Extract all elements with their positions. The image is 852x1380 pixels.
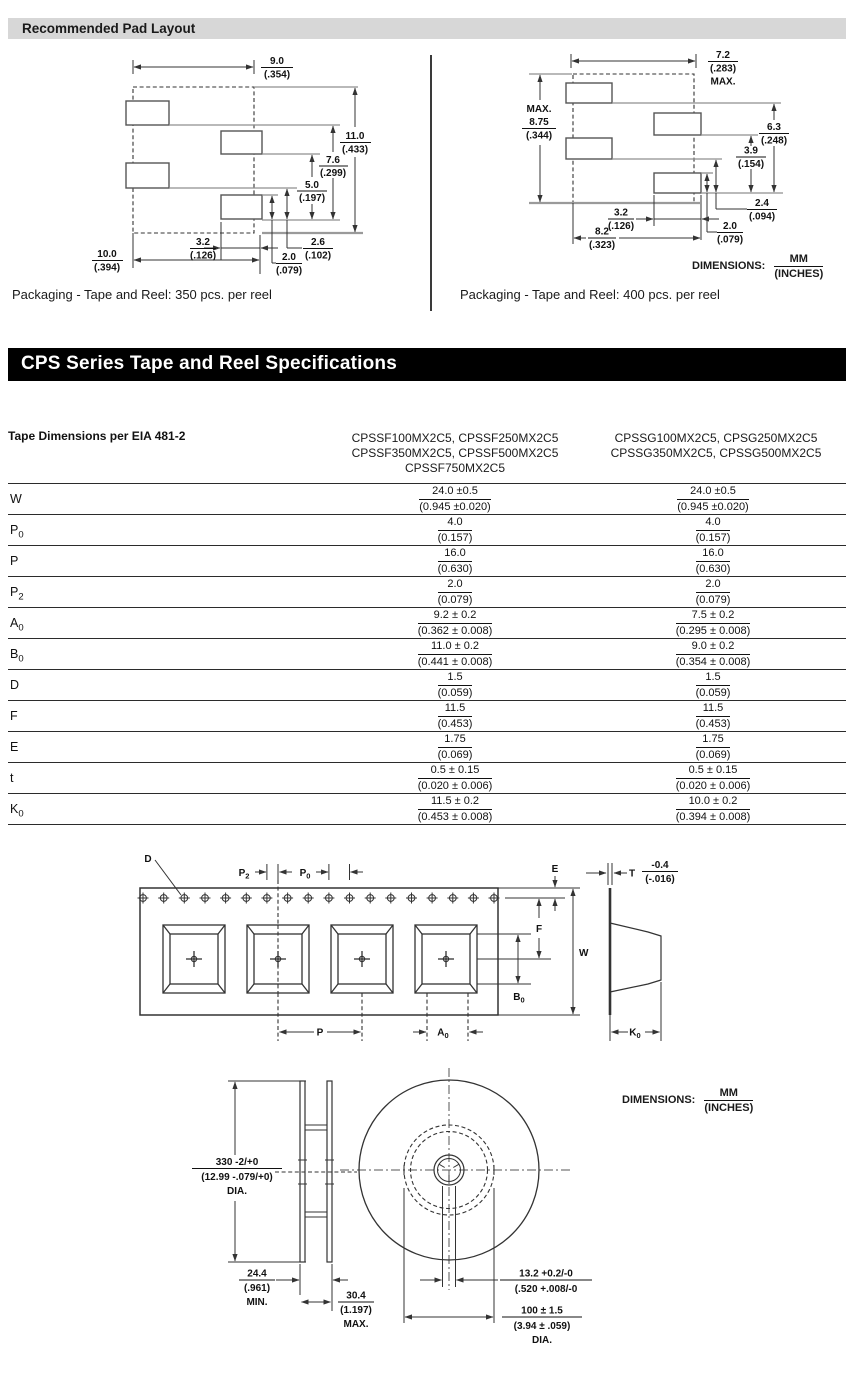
value-cell: $\frac{4.0}{(0.157)}$ (695, 516, 731, 544)
value-cell: $\frac{11.5}{(0.453)}$ (437, 702, 473, 730)
tape-drawing (115, 845, 690, 1060)
dim-labels (192, 1157, 592, 1346)
svg-text:7.6: 7.6 (326, 155, 340, 166)
svg-text:(.344): (.344) (525, 130, 553, 142)
caption-right: Packaging - Tape and Reel: 400 pcs. per reel (460, 287, 720, 302)
value-cell: $\frac{11.5}{(0.453)}$ (695, 702, 731, 730)
svg-text:MAX.: MAX. (710, 76, 736, 88)
param-cell: t (10, 771, 14, 785)
svg-text:100 ± 1.5: 100 ± 1.5 (521, 1305, 563, 1317)
svg-text:MIN.: MIN. (246, 1297, 268, 1308)
label-a0: $A_0$ (437, 1027, 449, 1040)
svg-text:(.299): (.299) (319, 168, 347, 179)
label-d: D (144, 854, 152, 865)
pad-layout-left-diagram (90, 52, 380, 292)
sprocket-holes (138, 893, 500, 904)
section-header-bar (8, 18, 846, 39)
svg-text:(.094): (.094) (748, 211, 776, 223)
value-cell: $\frac{16.0}{(0.630)}$ (437, 547, 473, 575)
value-cell: $\frac{10.0 \pm 0.2}{(0.394 \pm 0.008)}$ (675, 795, 751, 823)
svg-text:10.0: 10.0 (97, 249, 117, 260)
value-cell: $\frac{1.5}{(0.059)}$ (695, 671, 731, 699)
label-e: E (551, 864, 559, 875)
svg-text:(.126): (.126) (607, 221, 635, 232)
svg-text:-0.4: -0.4 (651, 860, 669, 871)
dim-top-width-mm: 9.0 (270, 56, 284, 67)
svg-text:(.961): (.961) (243, 1283, 271, 1294)
dimensions-label: DIMENSIONS: (692, 260, 766, 272)
caption-left: Packaging - Tape and Reel: 350 pcs. per reel (12, 287, 272, 302)
value-cell: $\frac{1.5}{(0.059)}$ (437, 671, 473, 699)
svg-text:MAX.: MAX. (343, 1319, 369, 1330)
svg-text:(.079): (.079) (716, 234, 744, 246)
svg-text:11.0: 11.0 (345, 131, 365, 142)
svg-text:330 -2/+0: 330 -2/+0 (215, 1157, 259, 1168)
dim-top-width-in: (.354) (263, 69, 291, 81)
svg-text:(.126): (.126) (189, 250, 217, 262)
dimensions-units: $\frac{MM}{\text{(INCHES)}}$ (774, 253, 824, 280)
value-cell: $\frac{2.0}{(0.079)}$ (437, 578, 473, 606)
svg-text:6.3: 6.3 (767, 122, 781, 133)
table-row (8, 669, 846, 700)
svg-text:2.4: 2.4 (755, 198, 769, 209)
dimensions-units: $\frac{MM}{\text{(INCHES)}}$ (704, 1087, 754, 1114)
svg-text:(.154): (.154) (737, 159, 765, 170)
svg-text:(1.197): (1.197) (340, 1305, 372, 1316)
reel-drawing (180, 1065, 660, 1355)
dimensions-label: DIMENSIONS: (622, 1094, 696, 1106)
svg-text:(.079): (.079) (275, 265, 303, 277)
svg-text:13.2 +0.2/-0: 13.2 +0.2/-0 (519, 1268, 573, 1280)
value-cell: $\frac{1.75}{(0.069)}$ (437, 733, 473, 761)
svg-text:MAX.: MAX. (526, 104, 552, 115)
table-col1-header: CPSSF100MX2C5, CPSSF250MX2C5 CPSSF350MX2C5, CPSSF500MX2C5 CPSSF750MX2C5 (351, 431, 559, 475)
svg-text:8.75: 8.75 (529, 117, 549, 128)
section2-title: CPS Series Tape and Reel Specifications (21, 353, 397, 374)
table-row (8, 483, 846, 514)
value-cell: $\frac{0.5 \pm 0.15}{(0.020 \pm 0.006)}$ (675, 764, 751, 792)
svg-text:DIA.: DIA. (227, 1186, 247, 1197)
svg-text:(.394): (.394) (93, 262, 121, 274)
table-caption: Tape Dimensions per EIA 481-2 (8, 429, 186, 443)
svg-text:7.2: 7.2 (716, 50, 730, 61)
value-cell: $\frac{11.5 \pm 0.2}{(0.453 \pm 0.008)}$ (417, 795, 493, 823)
table-row (8, 731, 846, 762)
param-cell: F (10, 709, 18, 723)
param-cell: D (10, 678, 20, 692)
param-cell: $A_0$ (10, 616, 24, 634)
label-w: W (579, 948, 589, 959)
section2-banner (8, 348, 846, 381)
svg-text:DIA.: DIA. (532, 1335, 552, 1346)
param-cell: $P_0$ (10, 523, 24, 541)
table-row (8, 638, 846, 669)
value-cell: $\frac{2.0}{(0.079)}$ (695, 578, 731, 606)
svg-text:(.283): (.283) (709, 63, 737, 75)
section-title: Recommended Pad Layout (22, 21, 196, 36)
pads (566, 83, 701, 193)
dimensions-note-2 (622, 1087, 753, 1114)
svg-text:24.4: 24.4 (247, 1268, 267, 1280)
value-cell: $\frac{24.0 \pm 0.5}{(0.945 \pm 0.020)}$ (419, 485, 491, 513)
label-t: T (628, 868, 636, 880)
panel-divider (430, 55, 432, 311)
svg-text:3.2: 3.2 (196, 237, 210, 248)
value-cell: $\frac{0.5 \pm 0.15}{(0.020 \pm 0.006)}$ (417, 764, 493, 792)
label-p0: $P_0$ (299, 868, 311, 881)
svg-text:2.0: 2.0 (723, 221, 737, 232)
value-cell: $\frac{24.0 \pm 0.5}{(0.945 \pm 0.020)}$ (677, 485, 749, 513)
label-f: F (535, 924, 543, 935)
svg-text:(.323): (.323) (588, 240, 616, 251)
param-cell: $K_0$ (10, 802, 24, 820)
svg-text:(.433): (.433) (341, 144, 369, 156)
param-cell: W (10, 492, 22, 506)
label-p2: $P_2$ (238, 868, 250, 881)
param-cell: P (10, 554, 19, 568)
table-row (8, 700, 846, 731)
svg-text:(-.016): (-.016) (645, 874, 675, 885)
param-cell: $P_2$ (10, 585, 24, 603)
value-cell: $\frac{11.0 \pm 0.2}{(0.441 \pm 0.008)}$ (417, 640, 493, 668)
table-row (8, 576, 846, 607)
svg-text:5.0: 5.0 (305, 180, 319, 191)
pads (126, 101, 262, 219)
svg-text:(.102): (.102) (304, 250, 332, 262)
value-cell: $\frac{1.75}{(0.069)}$ (695, 733, 731, 761)
table-row (8, 514, 846, 545)
svg-text:(.520 +.008/-0: (.520 +.008/-0 (514, 1284, 578, 1295)
svg-text:3.2: 3.2 (614, 207, 628, 219)
svg-text:2.6: 2.6 (311, 237, 325, 248)
table-row (8, 793, 846, 824)
value-cell: $\frac{4.0}{(0.157)}$ (437, 516, 473, 544)
table-row (8, 762, 846, 793)
value-cell: $\frac{7.5 \pm 0.2}{(0.295 \pm 0.008)}$ (675, 609, 751, 637)
svg-text:(3.94 ± .059): (3.94 ± .059) (513, 1321, 571, 1332)
dim-labels (522, 50, 789, 251)
dimensions-note (692, 253, 823, 280)
svg-text:3.9: 3.9 (744, 145, 758, 157)
param-cell: E (10, 740, 19, 754)
svg-text:8.2: 8.2 (595, 226, 609, 238)
param-cell: $B_0$ (10, 647, 24, 665)
table-col2-header: CPSSG100MX2C5, CPSG250MX2C5 CPSSG350MX2C5, CPSSG500MX2C5 (610, 431, 822, 460)
svg-text:(.248): (.248) (760, 135, 788, 147)
value-cell: $\frac{9.0 \pm 0.2}{(0.354 \pm 0.008)}$ (675, 640, 751, 668)
table-row (8, 607, 846, 638)
label-k0: $K_0$ (629, 1027, 641, 1040)
svg-text:(.197): (.197) (298, 193, 326, 204)
tape-pockets (163, 925, 477, 993)
svg-text:(12.99 -.079/+0): (12.99 -.079/+0) (201, 1172, 273, 1183)
label-p: P (316, 1027, 324, 1039)
value-cell: $\frac{16.0}{(0.630)}$ (695, 547, 731, 575)
svg-text:30.4: 30.4 (346, 1290, 366, 1302)
table-row (8, 545, 846, 576)
value-cell: $\frac{9.2 \pm 0.2}{(0.362 \pm 0.008)}$ (417, 609, 493, 637)
svg-text:2.0: 2.0 (282, 252, 296, 263)
label-b0: $B_0$ (513, 992, 525, 1005)
tape-dimensions-table (8, 483, 846, 825)
